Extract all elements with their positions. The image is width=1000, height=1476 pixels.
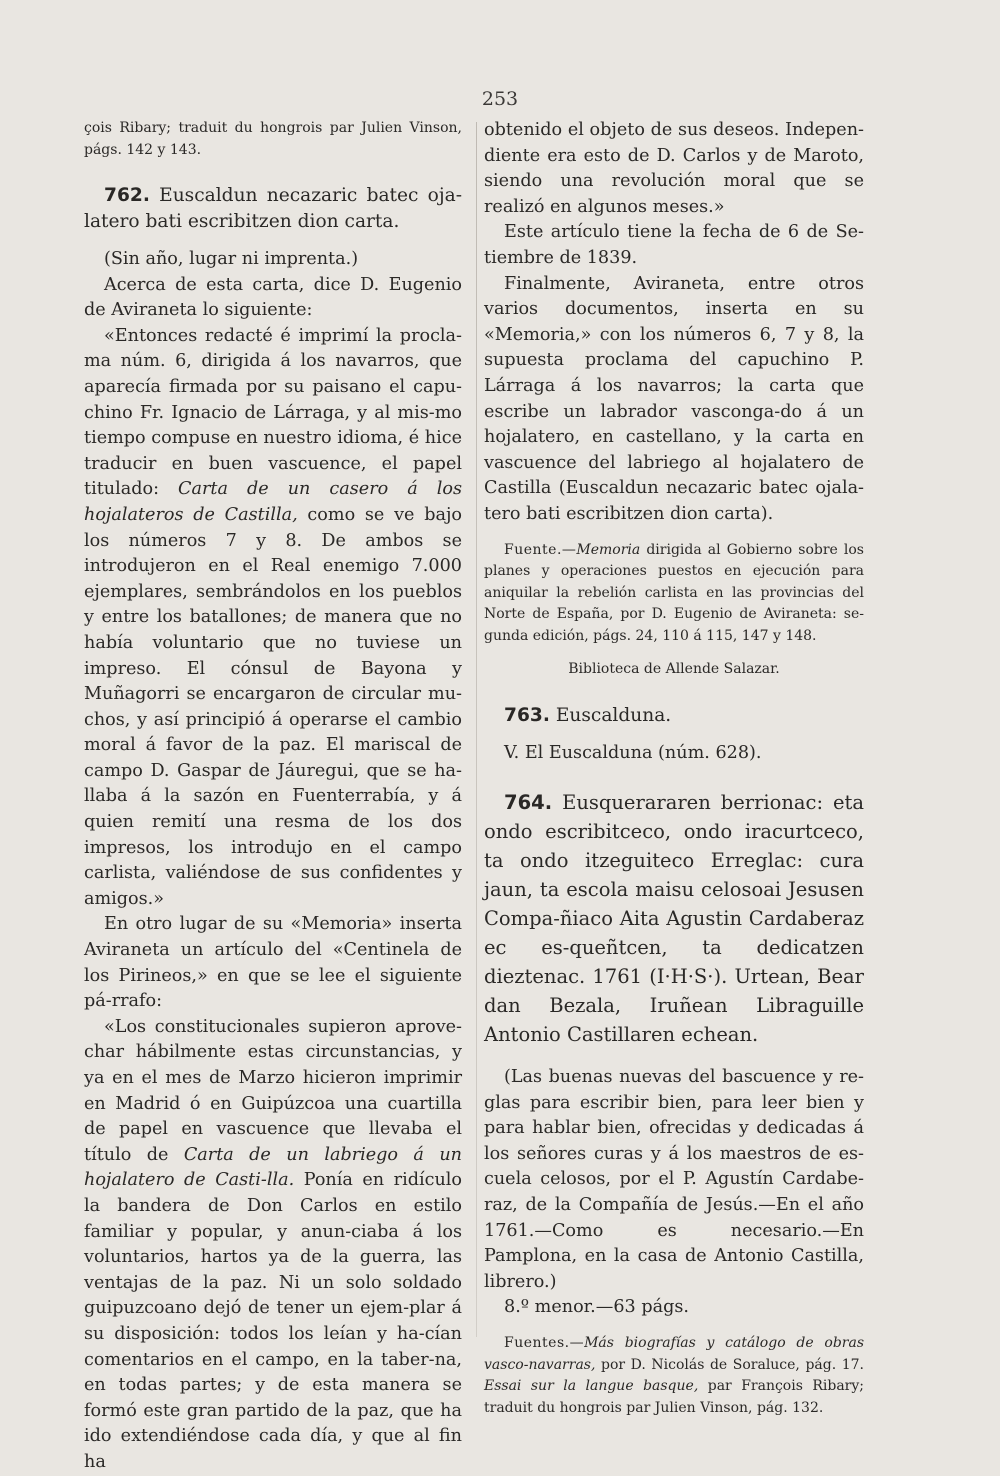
entry-762-source xyxy=(484,540,864,648)
entry-762-title: Euscaldun necazaric batec oja-latero bati escribitzen dion carta. xyxy=(84,185,462,232)
aviraneta-documents-note: Finalmente, Aviraneta, entre otros varios documentos, inserta en su «Memoria,» con los números 6, 7 y 8, la supuesta proclama del capuchino P. Lárraga á los navarros; la carta que escribe un labrador vasconga-do á un hojalatero, en castellano, y la carta en vascuence del labriego al hojalatero de Castilla (Euscaldun necazaric batec ojala-tero bati escribitzen dion carta). xyxy=(484,273,864,524)
right-column xyxy=(484,118,864,1419)
entry-762-imprint: (Sin año, lugar ni imprenta.) xyxy=(104,249,359,269)
sources-title-1: Más biografías y catálogo de obras vasco-navarras, xyxy=(484,1335,864,1373)
entry-764-translation: (Las buenas nuevas del bascuence y re-glas para escribir bien, para leer bien y para hablar bien, ofrecidas y dedicadas á los señores curas y á los maestros de es-cuela celosos, por el P. Agustín Cardabe-raz, de la Compañía de Jesús.—En el año 1761.—Como es necesario.—En Pamplona, en la casa de Antonio Castilla, librero.) xyxy=(484,1067,864,1292)
entry-764-heading xyxy=(484,788,864,1049)
source-title: Memoria xyxy=(576,541,641,558)
sources-label: Fuentes.— xyxy=(504,1335,585,1352)
article-date-note: Este artículo tiene la fecha de 6 de Se-tiembre de 1839. xyxy=(484,222,864,268)
source-label: Fuente.— xyxy=(504,541,577,558)
quote1-text-a: «Entonces redacté é imprimí la procla-ma núm. 6, dirigida á los navarros, que aparecía firmada por su paisano el capu-chino Fr. Ignacio de Lárraga, y al mis-mo tiempo compuse en nuestro idioma, é hice traducir en buen vascuence, el papel titulado: xyxy=(84,325,462,500)
left-column xyxy=(84,118,462,1476)
entry-763-title: Euscalduna. xyxy=(555,704,672,726)
entry-764-title: Eusquerararen berrionac: eta ondo escribitceco, ondo iracurtceco, ta ondo itzeguiteco Erreglac: cura jaun, ta escola maisu celosoai Jesusen Compa-ñiaco Aita Agustin Cardaberaz ec es-queñtcen, ta dedicatzen dieztenac. 1761 (I·H·S·). Urtean, Bear dan Bezala, Iruñean Libraguille Antonio Castillaren echean. xyxy=(484,791,864,1047)
entry-763-heading xyxy=(484,703,864,729)
library-note: Biblioteca de Allende Salazar. xyxy=(568,661,780,677)
entry-762-quote-centinela xyxy=(84,1015,462,1476)
quote2-text-b: Ponía en ridículo la bandera de Don Carlos en estilo familiar y popular, y anun-ciaba á los voluntarios, hartos ya de la guerra, las ventajas de la paz. Ni un solo soldado guipuzcoano dejó de tener un ejem-plar á su disposición: todos los leían y ha-cían comentarios en el campo, en la taber-na, en todas partes; y de esta manera se formó este gran partido de la paz, que ha ido extendiéndose cada día, y que al fin ha xyxy=(84,1170,462,1472)
source-text: dirigida al Gobierno sobre los planes y operaciones puestos en ejecución para aniquilar la rebelión carlista en las provincias del Norte de España, por D. Eugenio de Aviraneta: se-gunda edición, págs. 24, 110 á 115, 147 y 148. xyxy=(484,541,864,644)
sources-text-2: par François Ribary; traduit du hongrois par Julien Vinson, pág. 132. xyxy=(484,1378,864,1416)
entry-764-format: 8.º menor.—63 págs. xyxy=(504,1297,689,1318)
quote1-text-b: como se ve bajo los números 7 y 8. De ambos se introdujeron en el Real enemigo 7.000 ejemplares, sembrándolos en los pueblos y entre los batallones; de manera que no había voluntario que no tuviese un impreso. El cónsul de Bayona y Muñagorri se encargaron de circular mu-chos, y así principió á operarse el cambio moral á favor de la paz. El mariscal de campo D. Gaspar de Jáuregui, que se ha-llaba á la sazón en Fuenterrabía, y á quien remití una resma de los dos impresos, los introdujo en el campo carlista, valiéndose de sus confidentes y amigos.» xyxy=(84,504,462,909)
entry-762-quote-aviraneta xyxy=(84,324,462,913)
quote2-letter-title: Carta de un labriego á un hojalatero de Casti-lla. xyxy=(84,1144,462,1191)
entry-764-sources xyxy=(484,1333,864,1419)
sources-text-1: por D. Nicolás de Soraluce, pág. 17. xyxy=(595,1356,864,1373)
entry-762-heading xyxy=(84,183,462,235)
entry-764-number: 764. xyxy=(504,791,553,815)
entry-762-intro: Acerca de esta carta, dice D. Eugenio de Aviraneta lo siguiente: xyxy=(84,274,462,321)
sources-title-2: Essai sur la langue basque, xyxy=(484,1378,699,1395)
ribary-citation-tail: çois Ribary; traduit du hongrois par Julien Vinson, págs. 142 y 143. xyxy=(84,120,462,158)
entry-763-see-also: V. El Euscalduna (núm. 628). xyxy=(504,742,762,763)
quote1-letter-title: Carta de un casero á los hojalateros de Castilla, xyxy=(84,479,463,525)
entry-763-number: 763. xyxy=(504,704,550,726)
entry-762-other-place: En otro lugar de su «Memoria» inserta Aviraneta un artículo del «Centinela de los Pirineos,» en que se lee el siguiente pá-rrafo: xyxy=(84,914,462,1012)
column-divider xyxy=(476,122,477,1337)
quote2-text-a: «Los constitucionales supieron aprove-char hábilmente estas circunstancias, y ya en el mes de Marzo hicieron imprimir en Madrid ó en Guipúzcoa una cuartilla de papel en vascuence que llevaba el título de xyxy=(84,1016,462,1165)
quote-continuation: obtenido el objeto de sus deseos. Indepen-diente era esto de D. Carlos y de Maroto, siendo una revolución moral que se realizó en algunos meses.» xyxy=(484,120,864,217)
page-number: 253 xyxy=(481,88,519,110)
entry-762-number: 762. xyxy=(104,185,150,206)
